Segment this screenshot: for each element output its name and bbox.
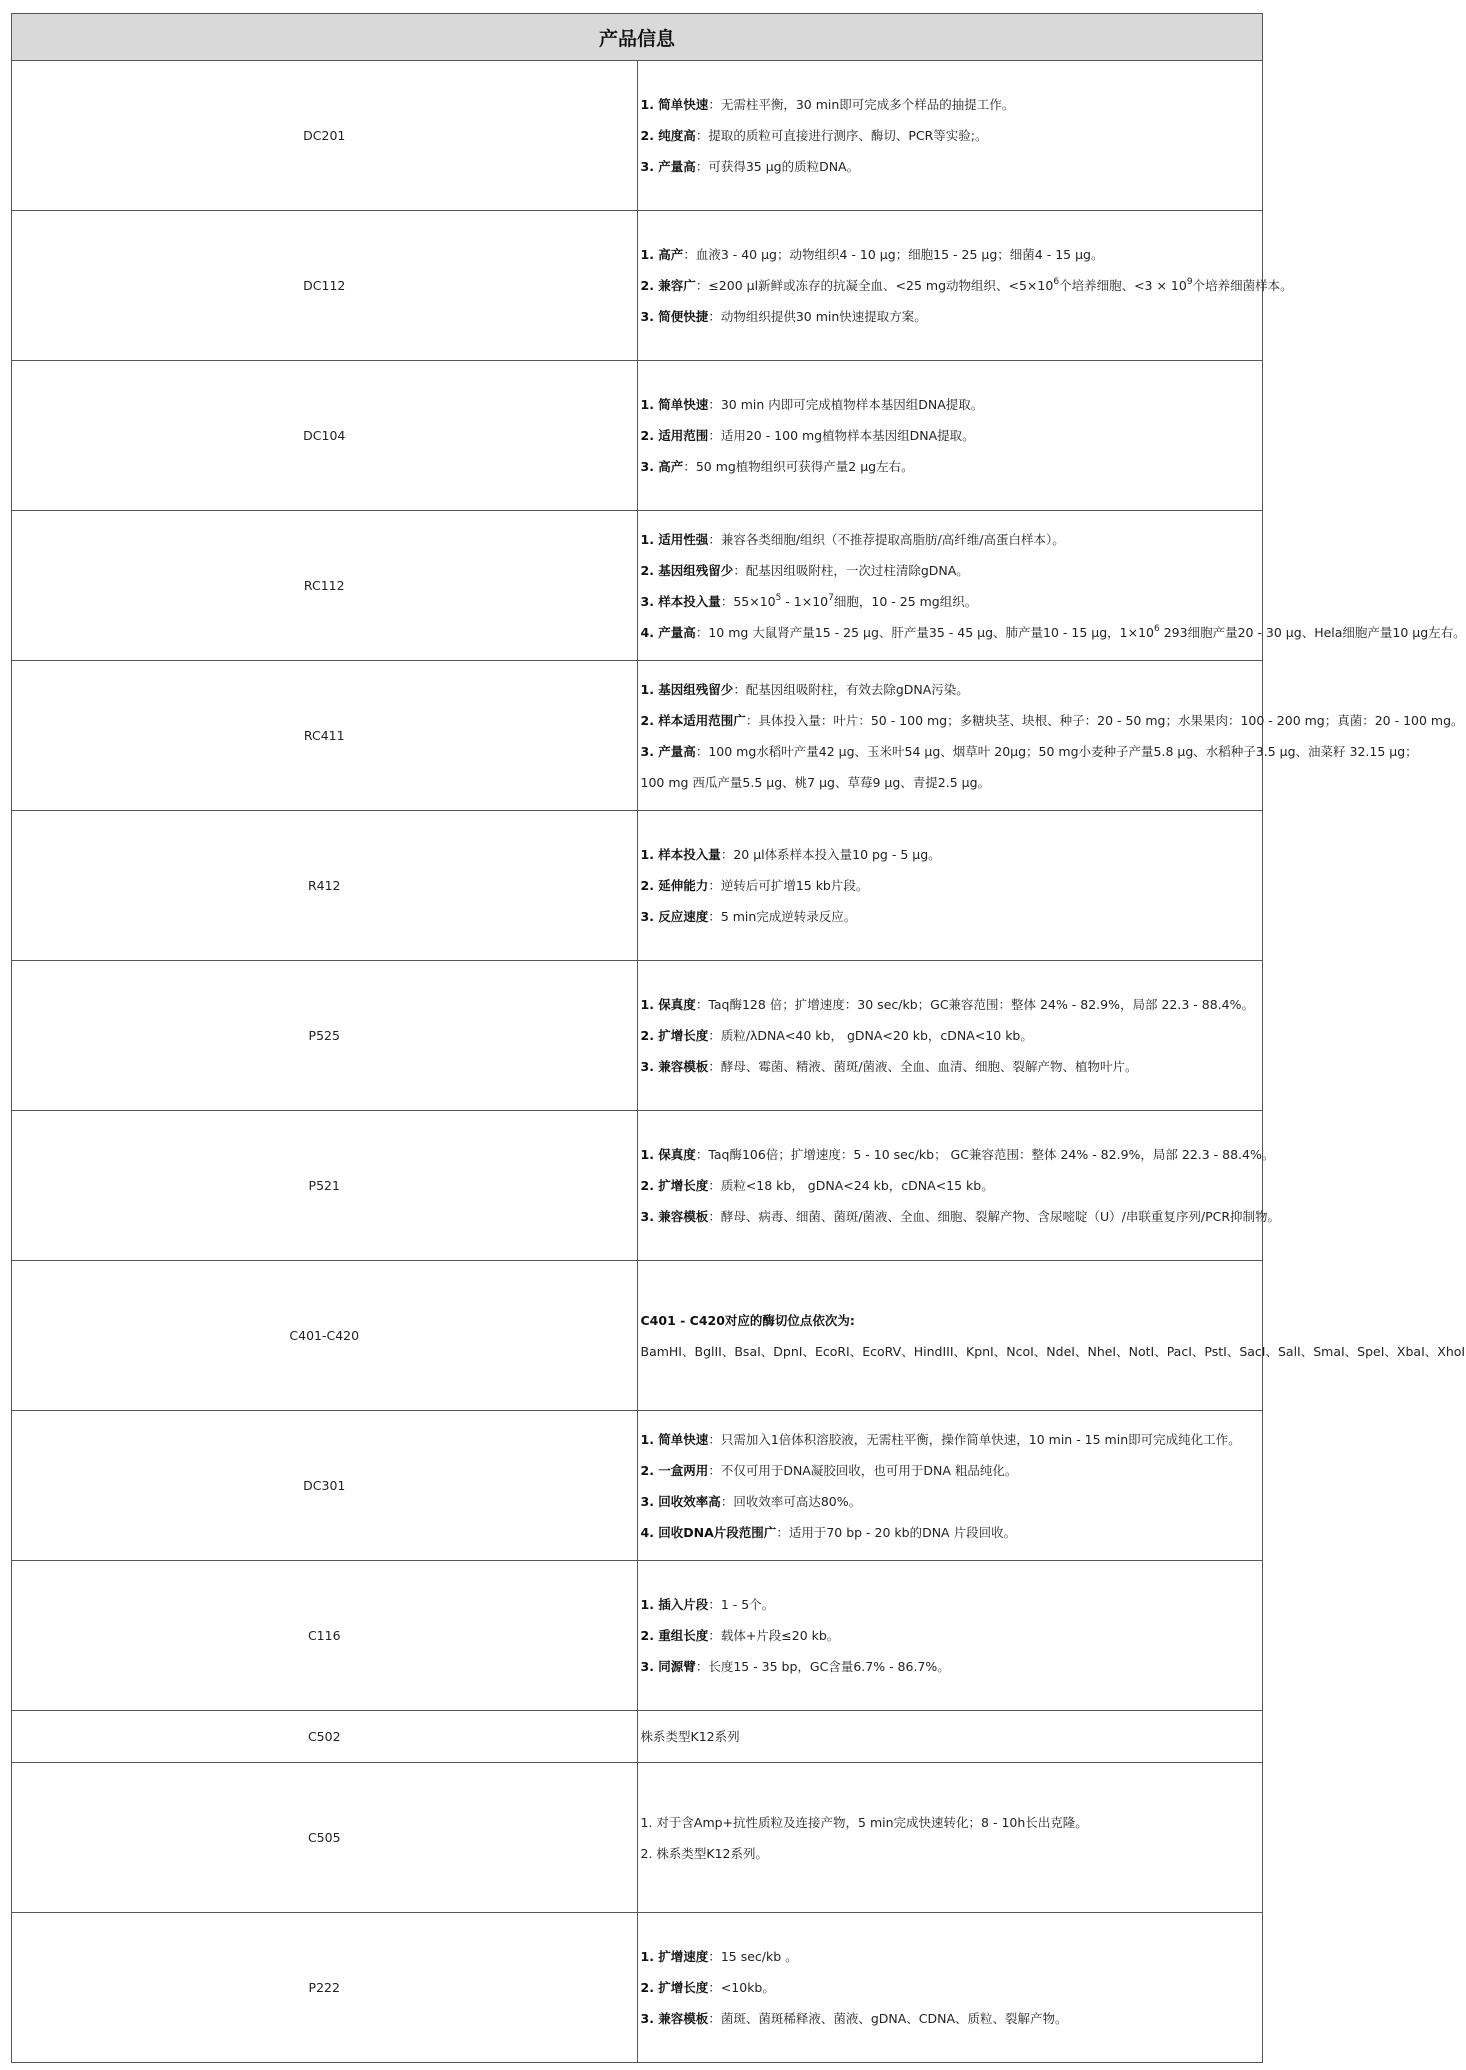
feature-text: ：30 min 内即可完成植物样本基因组DNA提取。 — [708, 397, 984, 412]
product-code: C505 — [12, 1763, 638, 1913]
feature-text: ：配基因组吸附柱，一次过柱清除gDNA。 — [733, 562, 969, 578]
feature-line — [641, 301, 1263, 332]
product-code: P521 — [12, 1111, 638, 1261]
feature-label: 2. 扩增长度 — [640, 1980, 709, 1995]
product-description — [637, 1261, 1466, 1411]
product-code: RC112 — [12, 511, 638, 661]
table-row — [12, 211, 1263, 361]
feature-text: ：菌斑、菌斑稀释液、菌液、gDNA、CDNA、质粒、裂解产物。 — [708, 2011, 1068, 2026]
table-row — [12, 1561, 1263, 1711]
feature-label: 2. 样本适用范围广 — [640, 712, 746, 728]
feature-line — [641, 767, 1263, 798]
feature-text: ：可获得35 μg的质粒DNA。 — [695, 159, 860, 174]
feature-line — [640, 617, 1466, 648]
feature-label: 1. 样本投入量 — [640, 847, 721, 862]
feature-label: 2. 重组长度 — [640, 1628, 709, 1643]
feature-text: ：长度15 - 35 bp，GC含量6.7% - 86.7%。 — [695, 1659, 950, 1674]
feature-text: 细胞，10 - 25 mg组织。 — [833, 593, 978, 609]
exponent: 6 — [1154, 623, 1160, 634]
feature-text: ：1 - 5个。 — [708, 1597, 775, 1612]
feature-text: ：具体投入量：叶片：50 - 100 mg；多糖块茎、块根、种子：20 - 50 mg；水果果肉：100 - 200 mg；真菌：20 - 100 mg。 — [745, 712, 1464, 728]
feature-text: 株系类型K12系列 — [640, 1729, 740, 1744]
feature-text: ：不仅可用于DNA凝胶回收，也可用于DNA 粗品纯化。 — [708, 1462, 1018, 1478]
feature-line — [641, 89, 1263, 120]
feature-text: 1. 对于含Amp+抗性质粒及连接产物，5 min完成快速转化；8 - 10h长出克隆。 — [640, 1814, 1088, 1830]
product-description — [637, 1561, 1263, 1711]
table-row — [12, 661, 1263, 811]
feature-text: ：无需柱平衡，30 min即可完成多个样品的抽提工作。 — [708, 97, 1015, 112]
product-code: C116 — [12, 1561, 638, 1711]
feature-line — [641, 1455, 1263, 1486]
feature-label: 3. 兼容模板 — [640, 2011, 709, 2026]
feature-line — [640, 1139, 1275, 1170]
product-code: C502 — [12, 1711, 638, 1763]
feature-line — [641, 1305, 1263, 1336]
feature-line — [641, 901, 1263, 932]
feature-line — [641, 1838, 1263, 1869]
feature-label: 4. 产量高 — [640, 624, 696, 640]
product-code: DC301 — [12, 1411, 638, 1561]
feature-label: 2. 基因组残留少 — [640, 562, 734, 578]
feature-line — [640, 1201, 1281, 1232]
exponent: 5 — [775, 592, 782, 603]
feature-line — [640, 1336, 1466, 1367]
feature-line — [641, 1517, 1263, 1548]
feature-line — [640, 270, 1293, 301]
feature-line — [641, 1170, 1263, 1201]
product-code: DC112 — [12, 211, 638, 361]
feature-text: 个培养细菌样本。 — [1192, 278, 1293, 293]
feature-text: ：血液3 - 40 μg；动物组织4 - 10 μg；细胞15 - 25 μg；细菌4 - 15 μg。 — [683, 247, 1104, 262]
feature-text: ：55×10 — [720, 593, 776, 609]
feature-label: 1. 扩增速度 — [640, 1949, 709, 1964]
feature-line — [641, 1051, 1263, 1082]
feature-label: 2. 适用范围 — [640, 428, 709, 443]
feature-label: 1. 插入片段 — [640, 1597, 709, 1612]
feature-text: 100 mg 西瓜产量5.5 μg、桃7 μg、草莓9 μg、青提2.5 μg。 — [640, 774, 991, 790]
product-code: DC201 — [12, 61, 638, 211]
feature-line — [641, 120, 1263, 151]
feature-label: 3. 兼容模板 — [640, 1059, 709, 1074]
table-row — [12, 1763, 1263, 1913]
feature-label: 3. 样本投入量 — [640, 593, 721, 609]
feature-line — [641, 451, 1263, 482]
feature-text: ：Taq酶128 倍；扩增速度：30 sec/kb；GC兼容范围：整体 24% - 82.9%，局部 22.3 - 88.4%。 — [695, 997, 1254, 1012]
feature-text: ：提取的质粒可直接进行测序、酶切、PCR等实验;。 — [695, 128, 988, 143]
feature-label: 2. 扩增长度 — [640, 1178, 709, 1193]
feature-text: BamHI、BglII、BsaI、DpnI、EcoRI、EcoRV、HindIII、KpnI、NcoI、NdeI、NheI、NotI、PacI、PstI、SacI、SalI、SmaI、SpeI、XbaI、XhoI — [640, 1343, 1466, 1359]
feature-text: ：兼容各类细胞/组织（不推荐提取高脂肪/高纤维/高蛋白样本）。 — [708, 531, 1065, 547]
product-description — [637, 1111, 1281, 1261]
feature-text: ：100 mg水稻叶产量42 μg、玉米叶54 μg、烟草叶 20μg；50 mg小麦种子产量5.8 μg、水稻种子3.5 μg、油菜籽 32.15 μg； — [695, 743, 1418, 759]
table-row — [12, 361, 1263, 511]
feature-line — [641, 151, 1263, 182]
feature-line — [641, 1589, 1263, 1620]
product-description — [637, 1913, 1263, 2063]
table-title: 产品信息 — [12, 14, 1263, 61]
feature-text: ：50 mg植物组织可获得产量2 μg左右。 — [683, 459, 914, 474]
feature-line — [641, 674, 1263, 705]
exponent: 9 — [1186, 277, 1193, 287]
product-description — [637, 1411, 1263, 1561]
feature-line — [641, 1020, 1263, 1051]
feature-text: ：适用20 - 100 mg植物样本基因组DNA提取。 — [708, 428, 975, 443]
feature-text: 个培养细胞、<3 × 10 — [1059, 278, 1187, 293]
feature-line — [641, 389, 1263, 420]
feature-text: ：只需加入1倍体积溶胶液，无需柱平衡，操作简单快速，10 min - 15 min即可完成纯化工作。 — [708, 1431, 1241, 1447]
table-row — [12, 1411, 1263, 1561]
feature-text: ：酵母、霉菌、精液、菌斑/菌液、全血、血清、细胞、裂解产物、植物叶片。 — [708, 1059, 1138, 1074]
feature-label: 2. 纯度高 — [640, 128, 696, 143]
feature-label: 1. 保真度 — [640, 997, 696, 1012]
feature-text: ：<10kb。 — [708, 1980, 775, 1995]
product-description — [637, 811, 1263, 961]
feature-label: 3. 产量高 — [640, 743, 696, 759]
exponent: 7 — [828, 592, 834, 603]
table-row — [12, 961, 1263, 1111]
feature-text: ：质粒/λDNA<40 kb， gDNA<20 kb，cDNA<10 kb。 — [708, 1028, 1033, 1043]
feature-line — [641, 839, 1263, 870]
feature-label: 4. 回收DNA片段范围广 — [640, 1524, 777, 1540]
feature-label: 1. 简单快速 — [640, 97, 709, 112]
feature-line — [641, 1721, 1263, 1752]
feature-label: 1. 适用性强 — [640, 531, 709, 547]
feature-label: 3. 简便快捷 — [640, 309, 709, 324]
feature-line — [641, 1486, 1263, 1517]
feature-text: - 1×10 — [781, 593, 829, 609]
feature-label: 3. 产量高 — [640, 159, 696, 174]
feature-label: 1. 保真度 — [640, 1147, 696, 1162]
feature-line — [641, 989, 1263, 1020]
feature-label: 2. 扩增长度 — [640, 1028, 709, 1043]
product-code: DC104 — [12, 361, 638, 511]
table-row — [12, 511, 1263, 661]
feature-line — [641, 555, 1263, 586]
feature-line — [641, 586, 1263, 617]
feature-label: 1. 简单快速 — [640, 1431, 709, 1447]
feature-text: ：回收效率可高达80%。 — [720, 1493, 862, 1509]
feature-text: ：Taq酶106倍；扩增速度：5 - 10 sec/kb； GC兼容范围：整体 24% - 82.9%，局部 22.3 - 88.4%。 — [695, 1147, 1275, 1162]
table-row — [12, 1711, 1263, 1763]
feature-label: C401 - C420对应的酶切位点依次为: — [640, 1312, 855, 1328]
product-info-table — [11, 13, 1466, 2063]
product-description — [637, 361, 1263, 511]
feature-text: ：10 mg 大鼠肾产量15 - 25 μg、肝产量35 - 45 μg、肺产量10 - 15 μg，1×10 — [695, 624, 1154, 640]
feature-text: 293细胞产量20 - 30 μg、Hela细胞产量10 μg左右。 — [1159, 624, 1466, 640]
feature-label: 3. 兼容模板 — [640, 1209, 709, 1224]
exponent: 6 — [1053, 277, 1060, 287]
feature-text: ：载体+片段≤20 kb。 — [708, 1628, 840, 1643]
product-code: P525 — [12, 961, 638, 1111]
feature-line — [641, 2003, 1263, 2034]
table-row — [12, 1111, 1263, 1261]
feature-line — [641, 239, 1263, 270]
feature-text: ：5 min完成逆转录反应。 — [708, 909, 857, 924]
feature-line — [641, 1972, 1263, 2003]
feature-text: 2. 株系类型K12系列。 — [640, 1845, 769, 1861]
feature-text: ：适用于70 bp - 20 kb的DNA 片段回收。 — [776, 1524, 1017, 1540]
table-row — [12, 1261, 1263, 1411]
feature-text: ：质粒<18 kb， gDNA<24 kb，cDNA<15 kb。 — [708, 1178, 994, 1193]
feature-label: 2. 延伸能力 — [640, 878, 709, 893]
feature-text: ：逆转后可扩增15 kb片段。 — [708, 878, 869, 893]
feature-line — [641, 1651, 1263, 1682]
product-description — [637, 661, 1464, 811]
feature-text: ：20 μl体系样本投入量10 pg - 5 μg。 — [720, 847, 941, 862]
feature-line — [641, 1941, 1263, 1972]
feature-text: ：15 sec/kb 。 — [708, 1949, 798, 1964]
feature-text: ：动物组织提供30 min快速提取方案。 — [708, 309, 927, 324]
table-row — [12, 1913, 1263, 2063]
feature-line — [641, 1620, 1263, 1651]
feature-line — [640, 736, 1418, 767]
feature-text: ：酵母、病毒、细菌、菌斑/菌液、全血、细胞、裂解产物、含尿嘧啶（U）/串联重复序列/PCR抑制物。 — [708, 1209, 1281, 1224]
feature-line — [641, 1424, 1263, 1455]
feature-label: 1. 简单快速 — [640, 397, 709, 412]
table-row — [12, 61, 1263, 211]
feature-label: 3. 反应速度 — [640, 909, 709, 924]
feature-line — [641, 420, 1263, 451]
product-description — [637, 61, 1263, 211]
product-code: C401-C420 — [12, 1261, 638, 1411]
product-description — [637, 511, 1466, 661]
feature-label: 3. 高产 — [640, 459, 684, 474]
product-description — [637, 961, 1263, 1111]
feature-text: ：≤200 μl新鲜或冻存的抗凝全血、<25 mg动物组织、<5×10 — [695, 278, 1054, 293]
product-description — [637, 1711, 1263, 1763]
feature-label: 1. 高产 — [640, 247, 684, 262]
product-description — [637, 211, 1293, 361]
feature-line — [640, 705, 1464, 736]
feature-text: ：配基因组吸附柱，有效去除gDNA污染。 — [733, 681, 969, 697]
product-info-panel — [11, 13, 1466, 2063]
product-description — [637, 1763, 1263, 1913]
table-row — [12, 811, 1263, 961]
product-code: RC411 — [12, 661, 638, 811]
feature-label: 3. 同源臂 — [640, 1659, 696, 1674]
feature-label: 2. 兼容广 — [640, 278, 696, 293]
product-code: R412 — [12, 811, 638, 961]
feature-label: 1. 基因组残留少 — [640, 681, 734, 697]
feature-line — [641, 524, 1263, 555]
product-code: P222 — [12, 1913, 638, 2063]
feature-label: 2. 一盒两用 — [640, 1462, 709, 1478]
feature-label: 3. 回收效率高 — [640, 1493, 721, 1509]
feature-line — [641, 1807, 1263, 1838]
feature-line — [641, 870, 1263, 901]
